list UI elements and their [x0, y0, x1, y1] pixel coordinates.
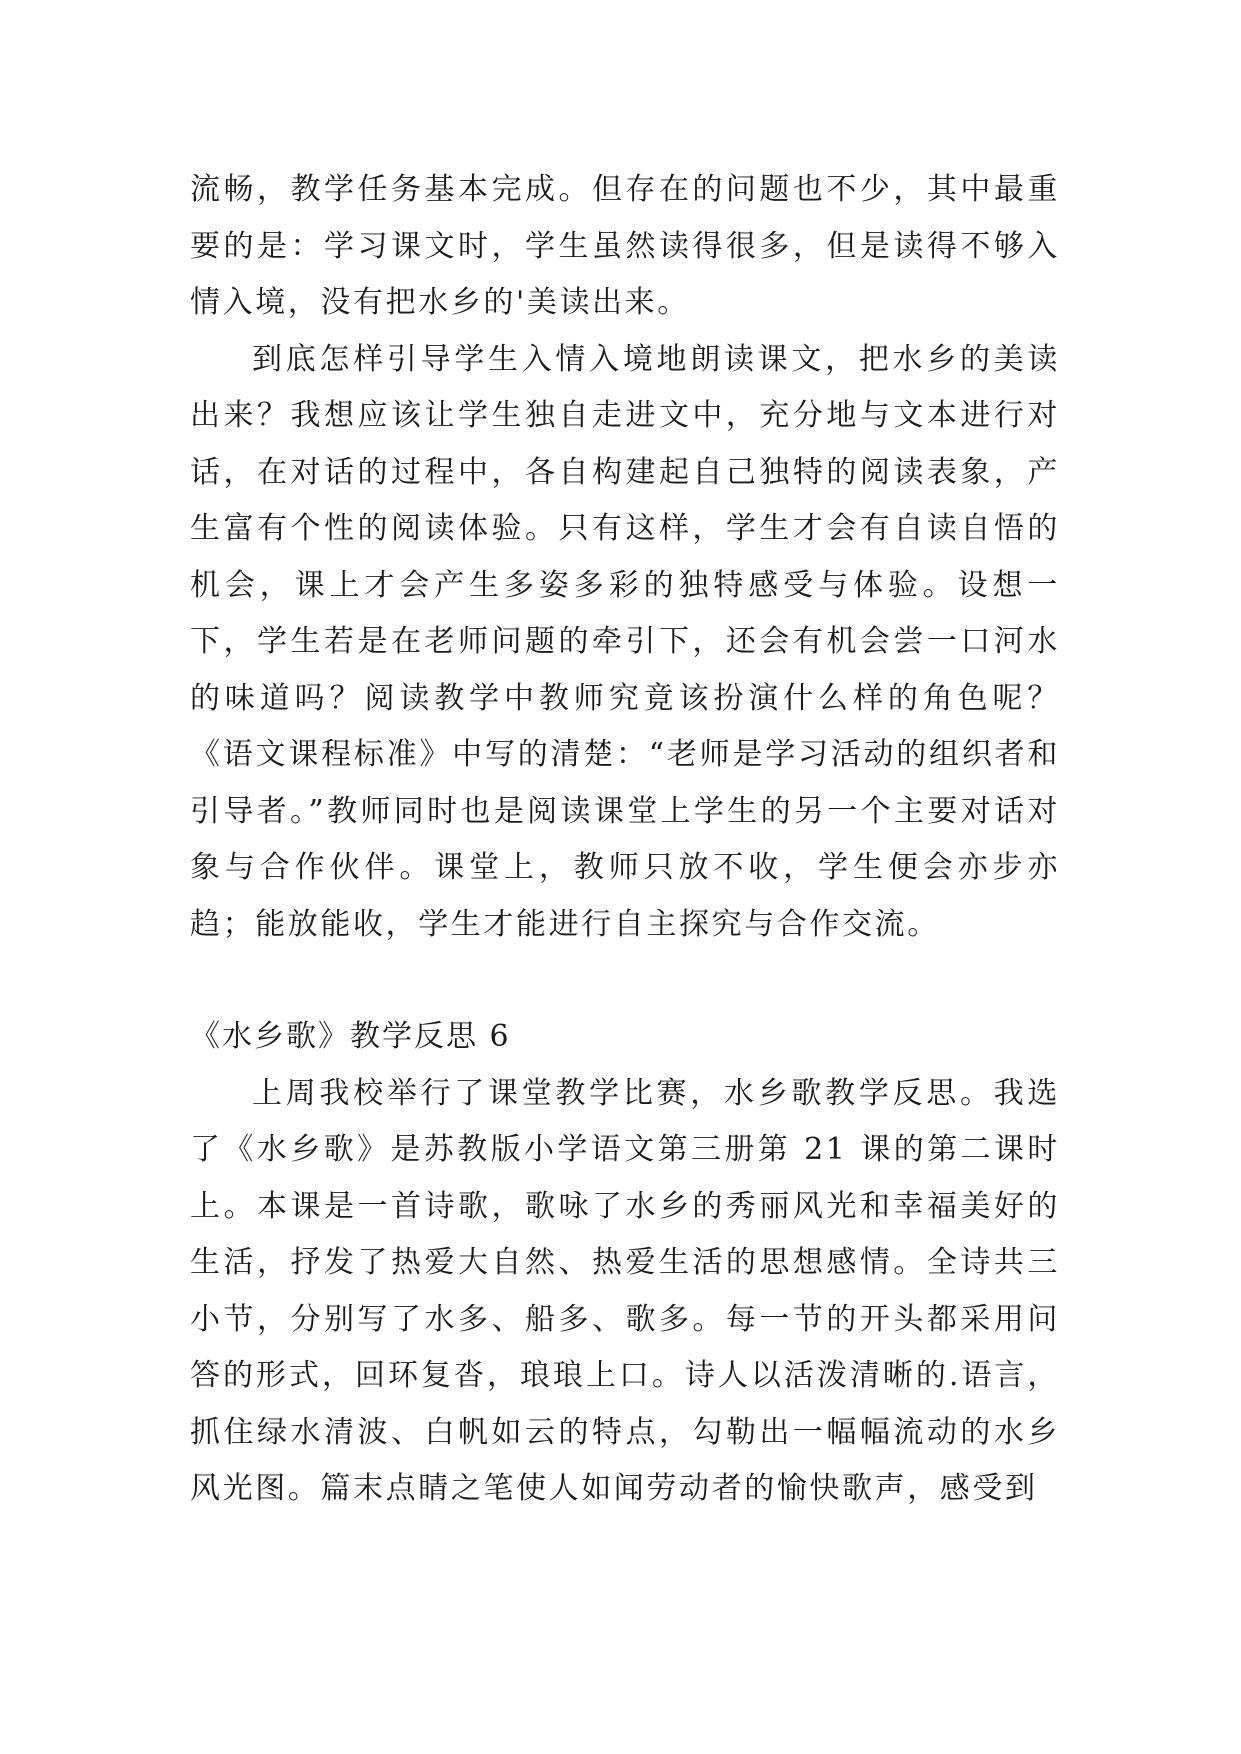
document-body [190, 162, 1060, 1518]
paragraph-continuation: 流畅，教学任务基本完成。但存在的问题也不少，其中最重要的是：学习课文时，学生虽然读得很多，但是读得不够入情入境，没有把水乡的'美读出来。 [190, 172, 1060, 320]
paragraph-reading-guidance: 到底怎样引导学生入情入境地朗读课文，把水乡的美读出来？我想应该让学生独自走进文中，充分地与文本进行对话，在对话的过程中，各自构建起自己独特的阅读表象，产生富有个性的阅读体验。只有这样，学生才会有自读自悟的机会，课上才会产生多姿多彩的独特感受与体验。设想一下，学生若是在老师问题的牵引下，还会有机会尝一口河水的味道吗？阅读教学中教师究竟该扮演什么样的角色呢？《语文课程标准》中写的清楚：“老师是学习活动的组织者和引导者。”教师同时也是阅读课堂上学生的另一个主要对话对象与合作伙伴。课堂上，教师只放不收，学生便会亦步亦趋；能放能收，学生才能进行自主探究与合作交流。 [190, 341, 1060, 942]
paragraph-lesson-intro: 上周我校举行了课堂教学比赛，水乡歌教学反思。我选了《水乡歌》是苏教版小学语文第三册第 21 课的第二课时上。本课是一首诗歌，歌咏了水乡的秀丽风光和幸福美好的生活，抒发了热爱大自然、热爱生活的思想感情。全诗共三小节，分别写了水多、船多、歌多。每一节的开头都采用问答的形式，回环复沓，琅琅上口。诗人以活泼清晰的.语言，抓住绿水清波、白帆如云的特点，勾勒出一幅幅流动的水乡风光图。篇末点睛之笔使人如闻劳动者的愉快歌声，感受到 [190, 1075, 1060, 1506]
section-heading: 《水乡歌》教学反思 6 [190, 1019, 511, 1054]
